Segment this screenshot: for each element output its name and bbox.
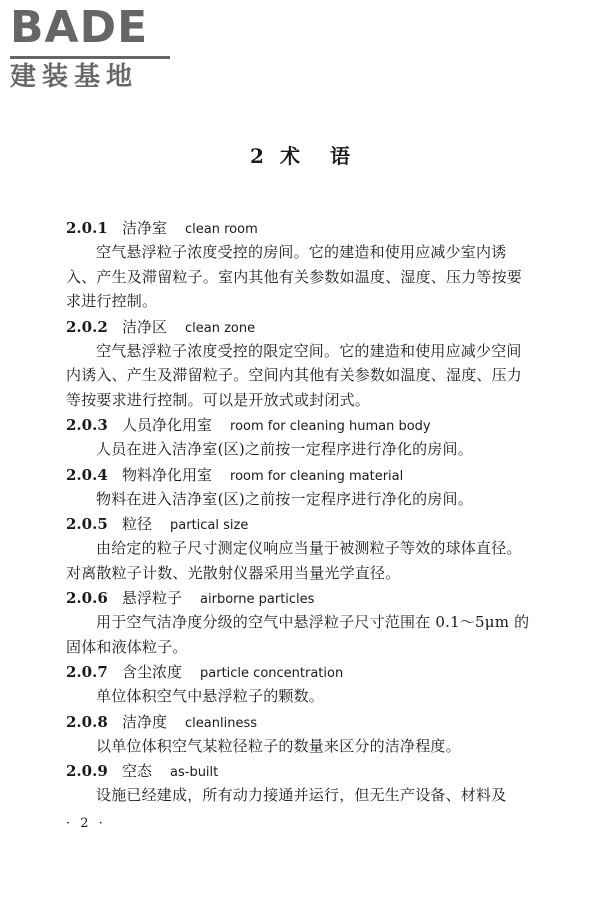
term-chinese: 含尘浓度 <box>122 663 183 681</box>
term-english: clean zone <box>185 320 256 336</box>
term-heading <box>66 216 536 240</box>
term-heading <box>66 759 536 783</box>
term-definition: 以单位体积空气某粒径粒子的数量来区分的洁净程度。 <box>96 736 461 755</box>
terms-list <box>66 216 536 809</box>
term-number: 2.0.9 <box>66 762 108 780</box>
publisher-logo <box>6 2 176 92</box>
term-chinese: 粒径 <box>122 515 153 533</box>
term-number: 2.0.6 <box>66 589 108 607</box>
term-entry <box>66 413 536 462</box>
term-entry <box>66 463 536 512</box>
term-number: 2.0.4 <box>66 465 108 484</box>
term-heading <box>66 660 536 684</box>
term-heading <box>66 512 536 536</box>
term-entry <box>66 315 536 413</box>
term-number: 2.0.3 <box>66 416 108 434</box>
term-heading <box>66 586 536 610</box>
term-chinese: 洁净室 <box>122 219 168 237</box>
term-chinese: 洁净度 <box>122 712 168 731</box>
term-definition: 用于空气洁净度分级的空气中悬浮粒子尺寸范围在 0.1～5μm 的固体和液体粒子。 <box>66 613 530 656</box>
chapter-title-part2: 语 <box>329 144 350 168</box>
term-definition: 由给定的粒子尺寸测定仪响应当量于被测粒子等效的球体直径。对离散粒子计数、光散射仪器采用当量光学直径。 <box>66 539 522 582</box>
term-definition: 设施已经建成，所有动力接通并运行，但无生产设备、材料及 <box>96 786 507 804</box>
term-english: particle concentration <box>200 666 344 681</box>
term-english: room for cleaning material <box>230 468 404 484</box>
term-entry <box>66 216 536 314</box>
term-entry <box>66 759 536 808</box>
term-entry <box>66 660 536 709</box>
term-number: 2.0.1 <box>66 219 108 237</box>
term-definition: 空气悬浮粒子浓度受控的限定空间。它的建造和使用应减少空间内诱入、产生及滞留粒子。空间内其他有关参数如温度、湿度、压力等按要求进行控制。可以是开放式或封闭式。 <box>66 341 523 409</box>
term-english: partical size <box>170 518 249 533</box>
term-definition: 单位体积空气中悬浮粒子的颗数。 <box>96 687 325 705</box>
chapter-title-part1: 术 <box>279 144 300 168</box>
term-chinese: 洁净区 <box>122 317 168 336</box>
term-english: clean room <box>185 222 258 237</box>
term-chinese: 悬浮粒子 <box>122 589 183 607</box>
term-heading <box>66 710 536 734</box>
term-english: as-built <box>170 765 219 780</box>
term-definition: 人员在进入洁净室(区)之前按一定程序进行净化的房间。 <box>96 440 473 458</box>
term-entry <box>66 512 536 585</box>
term-chinese: 物料净化用室 <box>122 465 213 484</box>
term-definition: 物料在进入洁净室(区)之前按一定程序进行净化的房间。 <box>96 489 473 508</box>
term-english: airborne particles <box>200 592 315 607</box>
logo-tagline: 建装基地 <box>10 62 139 92</box>
term-english: cleanliness <box>185 715 257 731</box>
logo-wordmark: BADE <box>10 2 149 53</box>
term-heading <box>66 413 536 437</box>
term-number: 2.0.5 <box>66 515 108 533</box>
term-number: 2.0.7 <box>66 663 108 681</box>
term-entry <box>66 710 536 759</box>
logo-underline <box>10 56 170 59</box>
term-heading <box>66 463 536 487</box>
term-definition: 空气悬浮粒子浓度受控的房间。它的建造和使用应减少室内诱入、产生及滞留粒子。室内其他有关参数如温度、湿度、压力等按要求进行控制。 <box>66 243 523 310</box>
chapter-heading <box>0 142 600 170</box>
term-english: room for cleaning human body <box>230 419 431 434</box>
page-number: · 2 · <box>66 816 106 831</box>
term-chinese: 空态 <box>122 762 153 780</box>
term-number: 2.0.8 <box>66 712 108 731</box>
term-heading <box>66 315 536 339</box>
chapter-number: 2 <box>250 144 264 168</box>
term-chinese: 人员净化用室 <box>122 416 213 434</box>
term-number: 2.0.2 <box>66 317 108 336</box>
term-entry <box>66 586 536 659</box>
